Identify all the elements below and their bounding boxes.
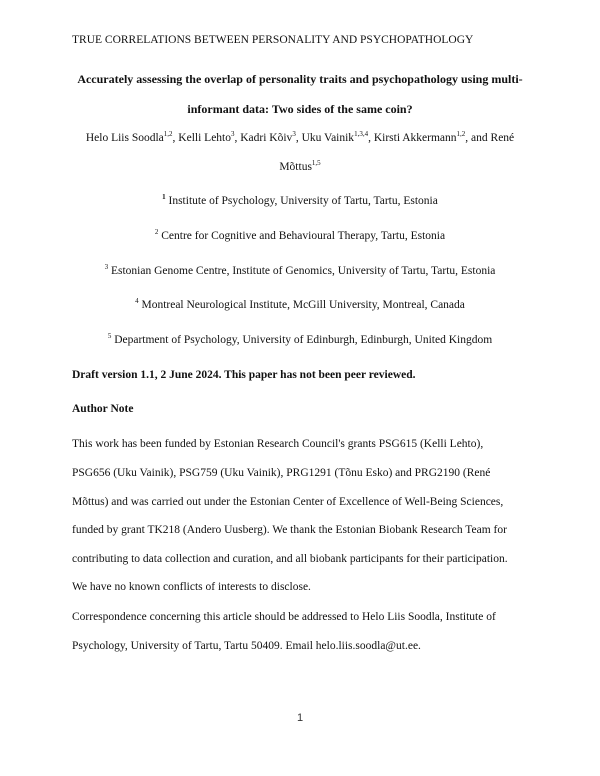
- author-affiliation: 1,2: [163, 130, 173, 138]
- paper-title-line-2: informant data: Two sides of the same coin?: [187, 102, 413, 116]
- affiliation-5: [0, 334, 600, 346]
- author-affiliation: 1,2: [456, 130, 466, 138]
- author-note-heading: Author Note: [72, 403, 134, 415]
- author-separator: ,: [172, 132, 179, 144]
- affiliation-4: [0, 299, 600, 311]
- affiliation-number: 5: [107, 332, 112, 340]
- author-list-line-2: [0, 161, 600, 173]
- affiliation-text: Centre for Cognitive and Behavioural Therapy, Tartu, Estonia: [161, 230, 446, 242]
- funding-line: Mõttus) and was carried out under the Estonian Center of Excellence of Well-Being Sciences,: [72, 496, 504, 508]
- author-separator: ,: [368, 132, 374, 144]
- affiliation-number: 4: [135, 297, 139, 305]
- funding-line: funded by grant TK218 (Andero Uusberg). We thank the Estonian Biobank Research Team for: [72, 524, 507, 536]
- affiliation-3: [0, 265, 600, 277]
- affiliation-text: Montreal Neurological Institute, McGill University, Montreal, Canada: [141, 299, 465, 311]
- author-separator: ,: [234, 132, 241, 144]
- author-name: Kirsti Akkermann: [373, 132, 457, 144]
- affiliation-number: 3: [104, 263, 109, 271]
- affiliation-text: Department of Psychology, University of Edinburgh, Edinburgh, United Kingdom: [114, 334, 493, 346]
- author-affiliation: 1,5: [311, 159, 321, 167]
- author-separator: , and René: [465, 132, 515, 144]
- author-name: Kelli Lehto: [178, 132, 231, 144]
- author-separator: ,: [295, 132, 302, 144]
- author-name: Kadri Kõiv: [240, 132, 293, 144]
- author-name: Mõttus: [279, 161, 312, 173]
- author-affiliation: 3: [231, 130, 235, 138]
- affiliation-1: [0, 195, 600, 207]
- draft-notice: Draft version 1.1, 2 June 2024. This paper has not been peer reviewed.: [72, 369, 416, 381]
- page-number: 1: [296, 712, 304, 724]
- affiliation-text: Estonian Genome Centre, Institute of Genomics, University of Tartu, Tartu, Estonia: [110, 265, 496, 277]
- affiliation-number: 2: [154, 228, 159, 236]
- author-affiliation: 1,3,4: [354, 130, 369, 138]
- running-head: TRUE CORRELATIONS BETWEEN PERSONALITY AND PSYCHOPATHOLOGY: [72, 34, 474, 46]
- funding-line: We have no known conflicts of interests to disclose.: [72, 581, 311, 593]
- author-affiliation: 3: [292, 130, 296, 138]
- affiliation-2: [0, 230, 600, 242]
- author-name: Helo Liis Soodla: [85, 132, 164, 144]
- author-name: Uku Vainik: [301, 132, 355, 144]
- author-list-line-1: [0, 132, 600, 144]
- funding-line: PSG656 (Uku Vainik), PSG759 (Uku Vainik), PRG1291 (Tõnu Esko) and PRG2190 (René: [72, 467, 491, 479]
- affiliation-text: Institute of Psychology, University of Tartu, Tartu, Estonia: [168, 195, 438, 207]
- affiliation-number: 1: [162, 193, 166, 201]
- paper-title-line-1: Accurately assessing the overlap of personality traits and psychopathology using multi-: [77, 72, 523, 86]
- funding-line: This work has been funded by Estonian Research Council's grants PSG615 (Kelli Lehto),: [72, 438, 484, 450]
- correspondence-line: Correspondence concerning this article should be addressed to Helo Liis Soodla, Institute of: [72, 611, 496, 623]
- funding-line: contributing to data collection and curation, and all biobank participants for their participation.: [72, 553, 508, 565]
- correspondence-line: Psychology, University of Tartu, Tartu 50409. Email helo.liis.soodla@ut.ee.: [72, 640, 421, 652]
